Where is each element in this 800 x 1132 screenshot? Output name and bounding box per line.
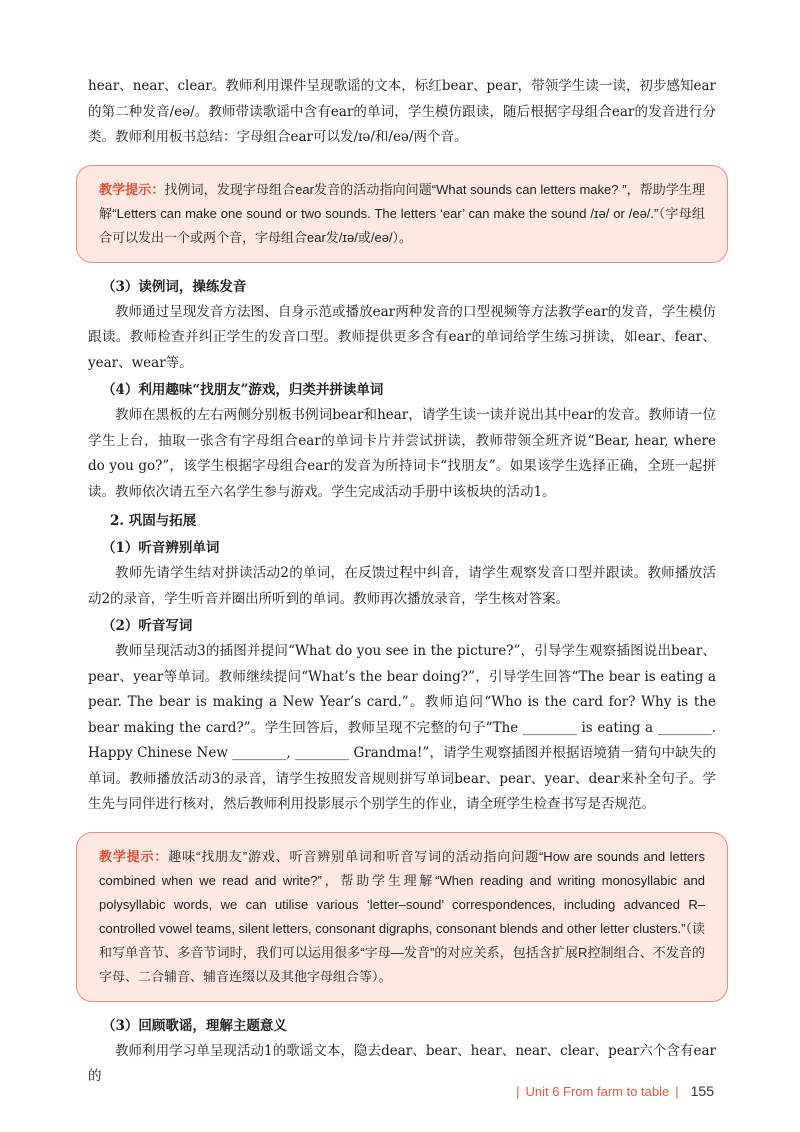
teaching-tip-box-1 [76, 165, 728, 263]
teaching-tip-label: 教学提示： [99, 181, 165, 197]
paragraph-review-chant: 教师利用学习单呈现活动1的歌谣文本，隐去dear、bear、hear、near、clear、pear六个含有ear的 [88, 1042, 716, 1084]
subheading-review-chant: （3）回顾歌谣，理解主题意义 [102, 1017, 287, 1034]
teaching-tip-text: 趣味“找朋友”游戏、听音辨别单词和听音写词的活动指向问题“How are sounds and letters combined when we read and write?”，帮助学生理解“When reading and writing monosyllabic and polysyllabic words, we can utilise various ‘letter–sound’ correspondences, including advanced R–controlled vowel teams, silent letters, consonant digraphs, consonant blends and other letter clusters.”（读和写单音节、多音节词时，我们可以运用很多“字母—发音”的对应关系，包括含扩展R控制组合、不发音的字母、二合辅音、辅音连缀以及其他字母组合等）。 [99, 848, 705, 984]
paragraph-intro: hear、near、clear。教师利用课件呈现歌谣的文本，标红bear、pear，带领学生读一读，初步感知ear的第二种发音/eə/。教师带读歌谣中含有ear的单词，学生模仿跟读，随后根据字母组合ear的发音进行分类。教师利用板书总结：字母组合ear可以发/ɪə/和/eə/两个音。 [88, 78, 716, 145]
footer-unit-title: Unit 6 From farm to table [525, 1084, 670, 1099]
page-content [88, 74, 716, 1090]
paragraph-listen-words: 教师先请学生结对拼读活动2的单词，在反馈过程中纠音，请学生观察发音口型并跟读。教师播放活动2的录音，学生听音并圈出所听到的单词。教师再次播放录音，学生核对答案。 [88, 565, 716, 607]
footer-divider: | [516, 1084, 520, 1099]
subheading-read-words: （3）读例词，操练发音 [102, 278, 247, 295]
teaching-tip-label: 教学提示： [99, 848, 169, 864]
paragraph-find-friends: 教师在黑板的左右两侧分别板书例词bear和hear，请学生读一读并说出其中ear的发音。教师请一位学生上台，抽取一张含有字母组合ear的单词卡片并尝试拼读，教师带领全班齐说“Bear, hear, where do you go?”，该学生根据字母组合ear的发音为所持词卡“找朋友”。如果该学生选择正确，全班一起拼读。教师依次请五至六名学生参与游戏。学生完成活动手册中该板块的活动1。 [88, 407, 716, 500]
teaching-tip-text: 找例词，发现字母组合ear发音的活动指向问题“What sounds can letters make? ”，帮助学生理解“Letters can make one sound or two sounds. The letters ‘ear’ can make the sound /ɪə/ or /eə/.”（字母组合可以发出一个或两个音，字母组合ear发/ɪə/或/eə/）。 [99, 181, 705, 245]
paragraph-listen-write: 教师呈现活动3的插图并提问“What do you see in the picture?”，引导学生观察插图说出bear、pear、year等单词。教师继续提问“What’s the bear doing?”，引导学生回答“The bear is eating a pear. The bear is making a New Year’s card.”。教师追问“Who is the card for? Why is the bear making the card?”。学生回答后，教师呈现不完整的句子“The ________ is eating a ________. Happy Chinese New ________, ________ Grandma!”，请学生观察插图并根据语境猜一猜句中缺失的单词。教师播放活动3的录音，请学生按照发音规则拼写单词bear、pear、year、dear来补全句子。学生先与同伴进行核对，然后教师利用投影展示个别学生的作业，请全班学生检查书写是否规范。 [88, 643, 716, 812]
paragraph-read-words: 教师通过呈现发音方法图、自身示范或播放ear两种发音的口型视频等方法教学ear的发音，学生模仿跟读。教师检查并纠正学生的发音口型。教师提供更多含有ear的单词给学生练习拼读，如ear、fear、year、wear等。 [88, 303, 716, 371]
subheading-find-friends: （4）利用趣味“找朋友”游戏，归类并拼读单词 [102, 382, 384, 398]
section-heading-consolidate: 2. 巩固与拓展 [110, 513, 197, 529]
subheading-listen-write: （2）听音写词 [102, 618, 193, 634]
footer-divider: | [675, 1084, 679, 1099]
page-footer [510, 1083, 714, 1099]
subheading-listen-words: （1）听音辨别单词 [102, 540, 220, 556]
page-number: 155 [690, 1083, 714, 1099]
teaching-tip-box-2 [76, 832, 728, 1002]
